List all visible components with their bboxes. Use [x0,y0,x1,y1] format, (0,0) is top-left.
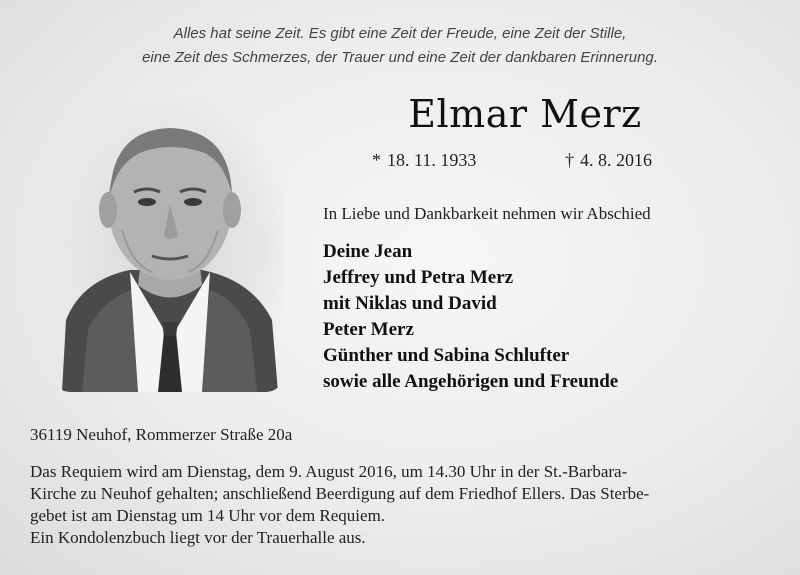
motto-line: eine Zeit des Schmerzes, der Trauer und eine Zeit der dankbaren Erinnerung. [142,49,658,66]
notice-line: Kirche zu Neuhof gehalten; anschließend Beerdigung auf dem Friedhof Ellers. Das Sterbe- [30,484,650,503]
mourner-line: sowie alle Angehörigen und Freunde [323,371,619,392]
deceased-name: Elmar Merz [408,92,642,136]
motto [0,22,800,70]
mourners-list [323,239,618,395]
notice-line: gebet ist am Dienstag um 14 Uhr vor dem Requiem. [30,506,386,525]
mourner-line: Peter Merz [323,319,414,340]
mourner-line: Günther und Sabina Schlufter [323,345,570,366]
notice-line: Ein Kondolenzbuch liegt vor der Trauerhalle aus. [30,528,366,547]
death-cross-icon: † [565,150,574,170]
farewell-intro: In Liebe und Dankbarkeit nehmen wir Abschied [323,204,651,223]
mourner-line: Jeffrey und Petra Merz [323,267,514,288]
birth-date-line [372,150,476,171]
portrait-illustration [52,100,284,392]
motto-line: Alles hat seine Zeit. Es gibt eine Zeit der Freude, eine Zeit der Stille, [173,25,627,42]
birth-star-icon: * [372,150,381,170]
family-address: 36119 Neuhof, Rommerzer Straße 20a [30,425,293,444]
birth-date: 18. 11. 1933 [387,150,477,170]
funeral-notice [30,461,775,549]
portrait-photo [52,100,284,392]
death-date: 4. 8. 2016 [580,150,652,170]
mourner-line: mit Niklas und David [323,293,497,314]
notice-line: Das Requiem wird am Dienstag, dem 9. August 2016, um 14.30 Uhr in der St.-Barbara- [30,462,628,481]
mourner-line: Deine Jean [323,241,413,262]
death-date-line [565,150,652,171]
